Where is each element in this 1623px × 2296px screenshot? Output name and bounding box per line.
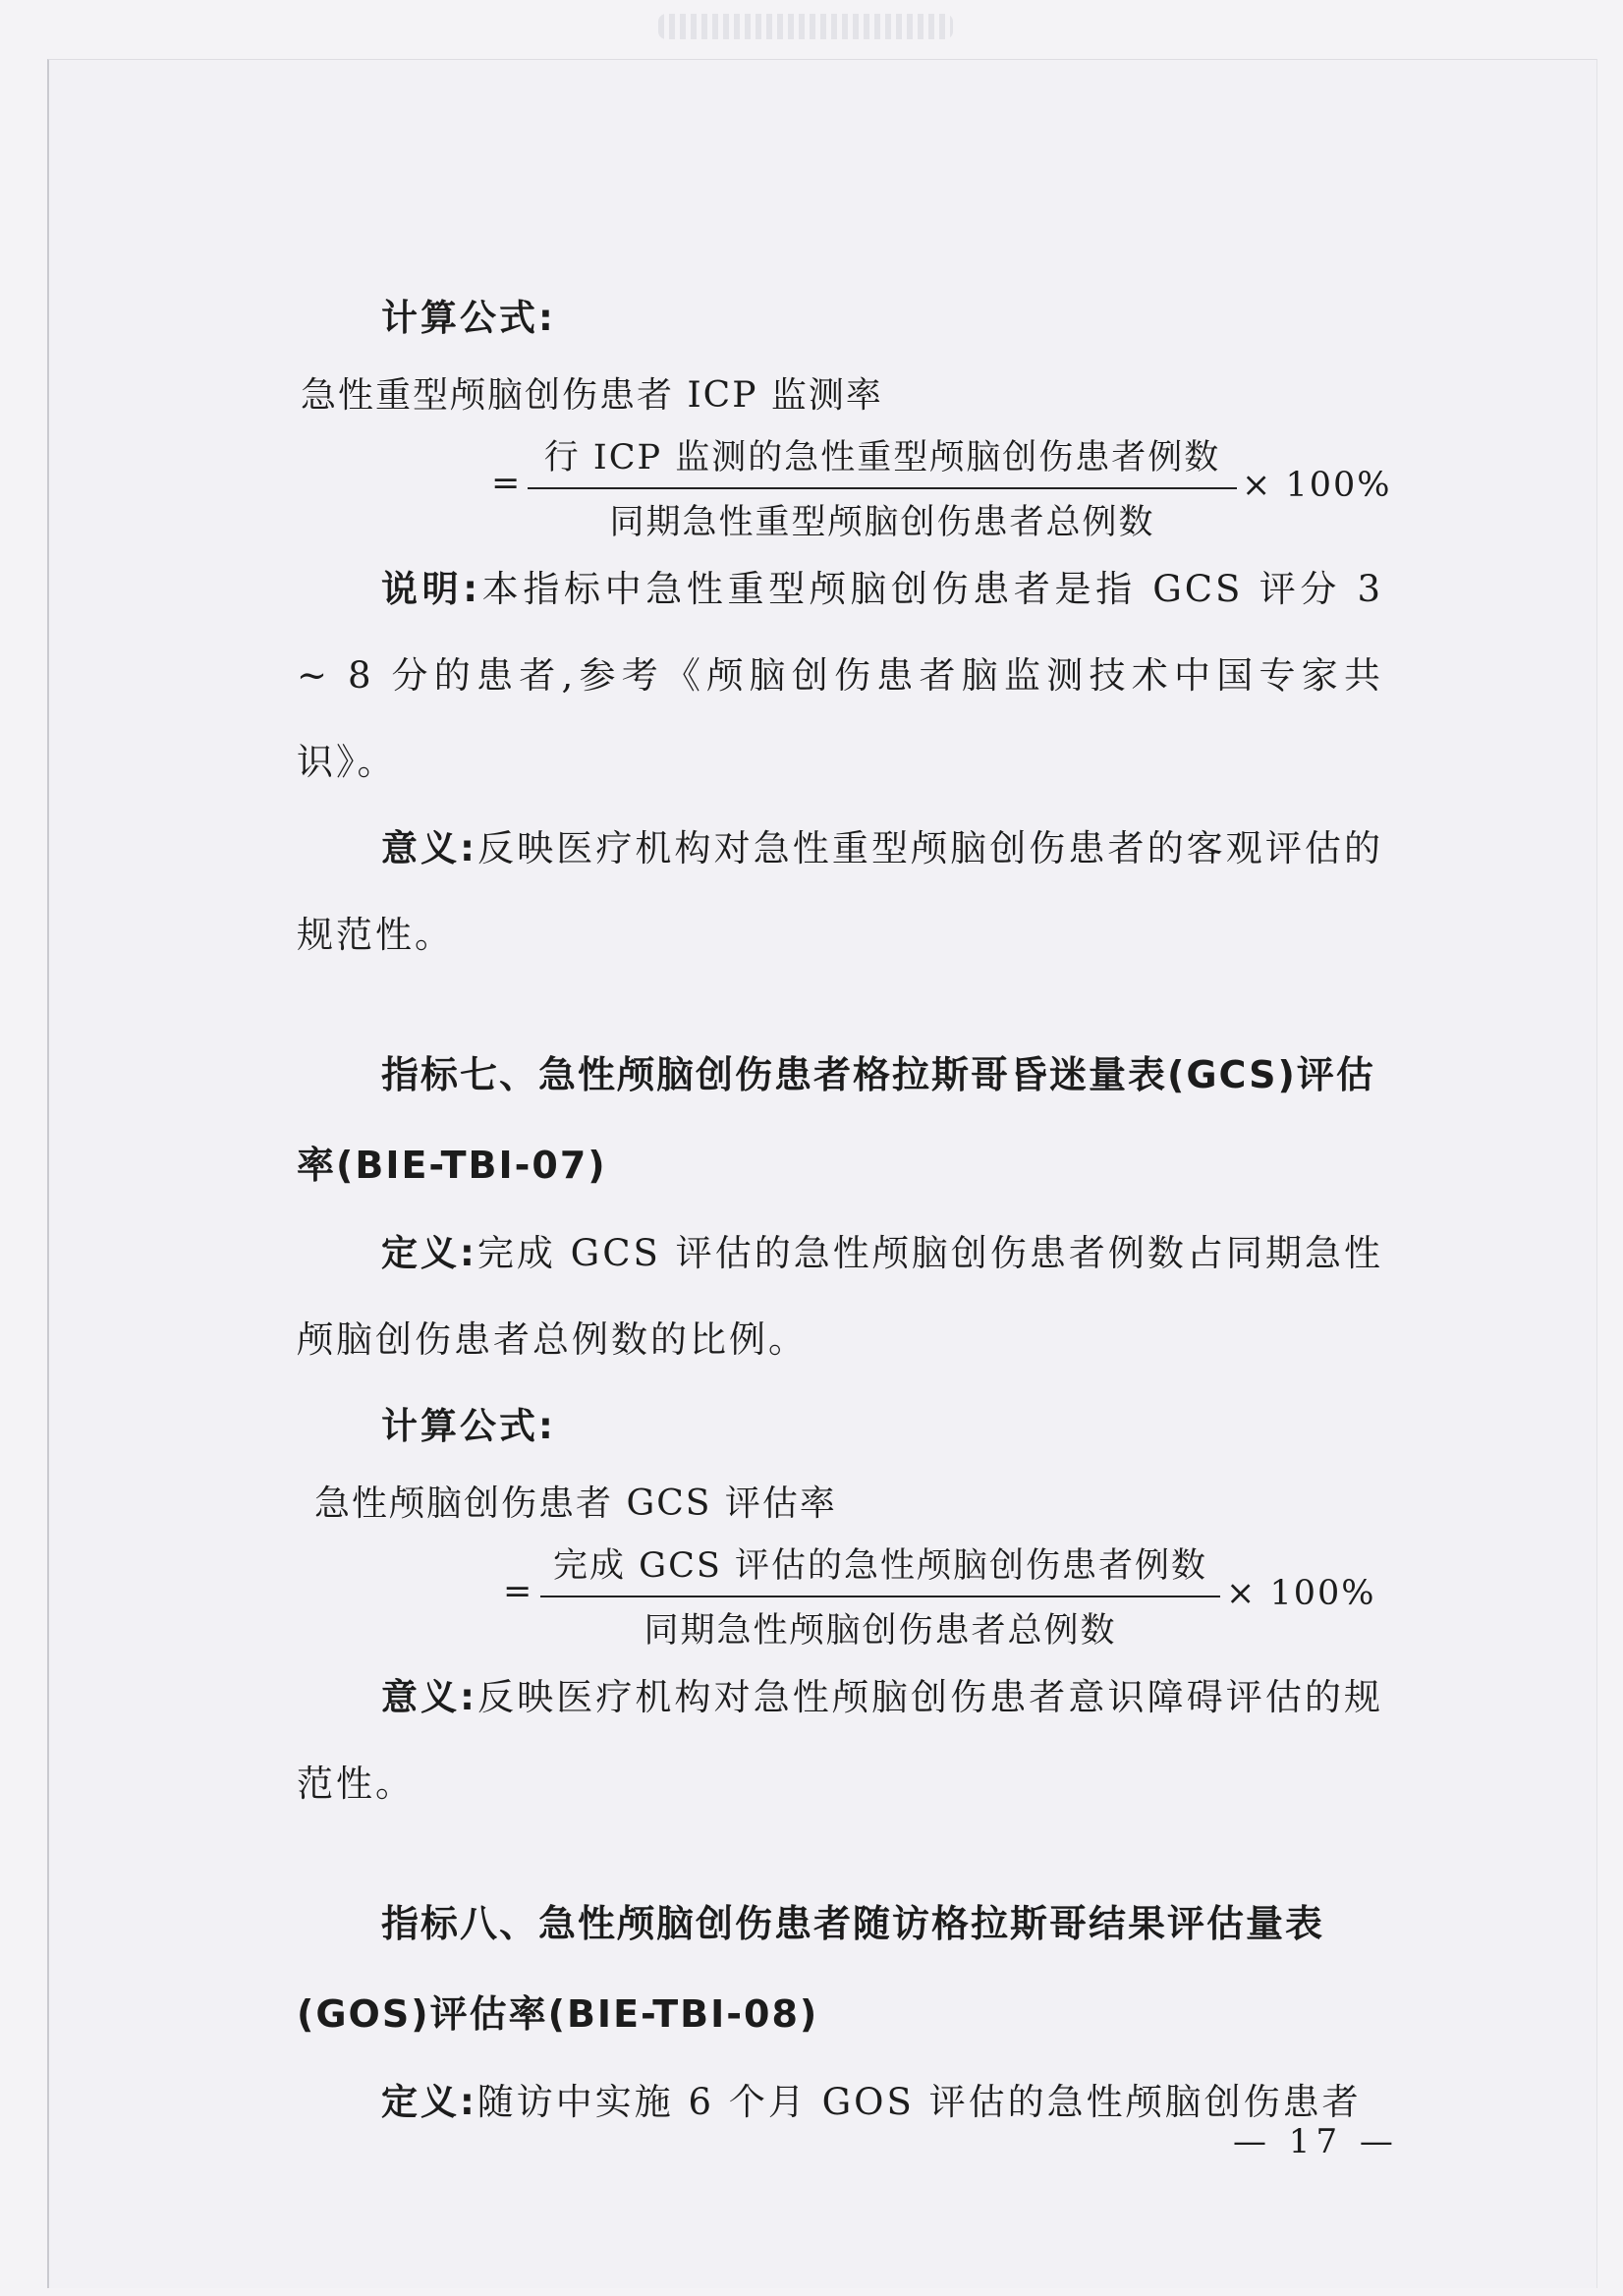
formula-numerator: 行 ICP 监测的急性重型颅脑创伤患者例数 [543, 438, 1221, 477]
fraction-bar [528, 487, 1237, 489]
indicator-7-formula-name: 急性颅脑创伤患者 GCS 评估率 [314, 1484, 837, 1524]
section-gap [297, 1827, 1383, 1878]
formula-name: 急性重型颅脑创伤患者 ICP 监测率 [301, 375, 883, 416]
indicator-7-formula-label: 计算公式: [381, 1405, 556, 1447]
indicator-7-heading: 指标七、急性颅脑创伤患者格拉斯哥昏迷量表(GCS)评估率(BIE-TBI-07) [297, 1053, 1375, 1187]
equals-sign: = [503, 1572, 534, 1611]
fraction-bar [540, 1596, 1220, 1597]
formula-numerator: 完成 GCS 评估的急性颅脑创伤患者例数 [553, 1546, 1207, 1586]
indicator-7-meaning: 意义:反映医疗机构对急性颅脑创伤患者意识障碍评估的规范性。 [297, 1676, 1384, 1805]
formula-multiplier: × 100% [1226, 1574, 1376, 1613]
scan-artifact [658, 14, 953, 39]
icp-formula [297, 430, 1392, 546]
section-gap [297, 979, 1383, 1030]
indicator-7-definition: 定义:完成 GCS 评估的急性颅脑创伤患者例数占同期急性颅脑创伤患者总例数的比例。 [297, 1232, 1383, 1361]
formula-label: 计算公式: [381, 297, 556, 339]
formula-denominator: 同期急性颅脑创伤患者总例数 [644, 1611, 1117, 1651]
document-body [297, 275, 1392, 2146]
formula-denominator: 同期急性重型颅脑创伤患者总例数 [609, 503, 1155, 542]
formula-multiplier: × 100% [1242, 466, 1392, 505]
page-number: — 17 — [1233, 2122, 1399, 2161]
equals-sign: = [491, 464, 523, 503]
meaning-paragraph: 意义:反映医疗机构对急性重型颅脑创伤患者的客观评估的规范性。 [297, 827, 1384, 956]
gcs-formula [297, 1539, 1383, 1654]
indicator-8-definition: 定义:随访中实施 6 个月 GOS 评估的急性颅脑创伤患者 [381, 2081, 1362, 2123]
note-paragraph: 说明:本指标中急性重型颅脑创伤患者是指 GCS 评分 3 ~ 8 分的患者,参考《颅脑创伤患者脑监测技术中国专家共识》。 [297, 568, 1383, 783]
indicator-8-heading: 指标八、急性颅脑创伤患者随访格拉斯哥结果评估量表(GOS)评估率(BIE-TBI-08) [297, 1902, 1325, 2036]
